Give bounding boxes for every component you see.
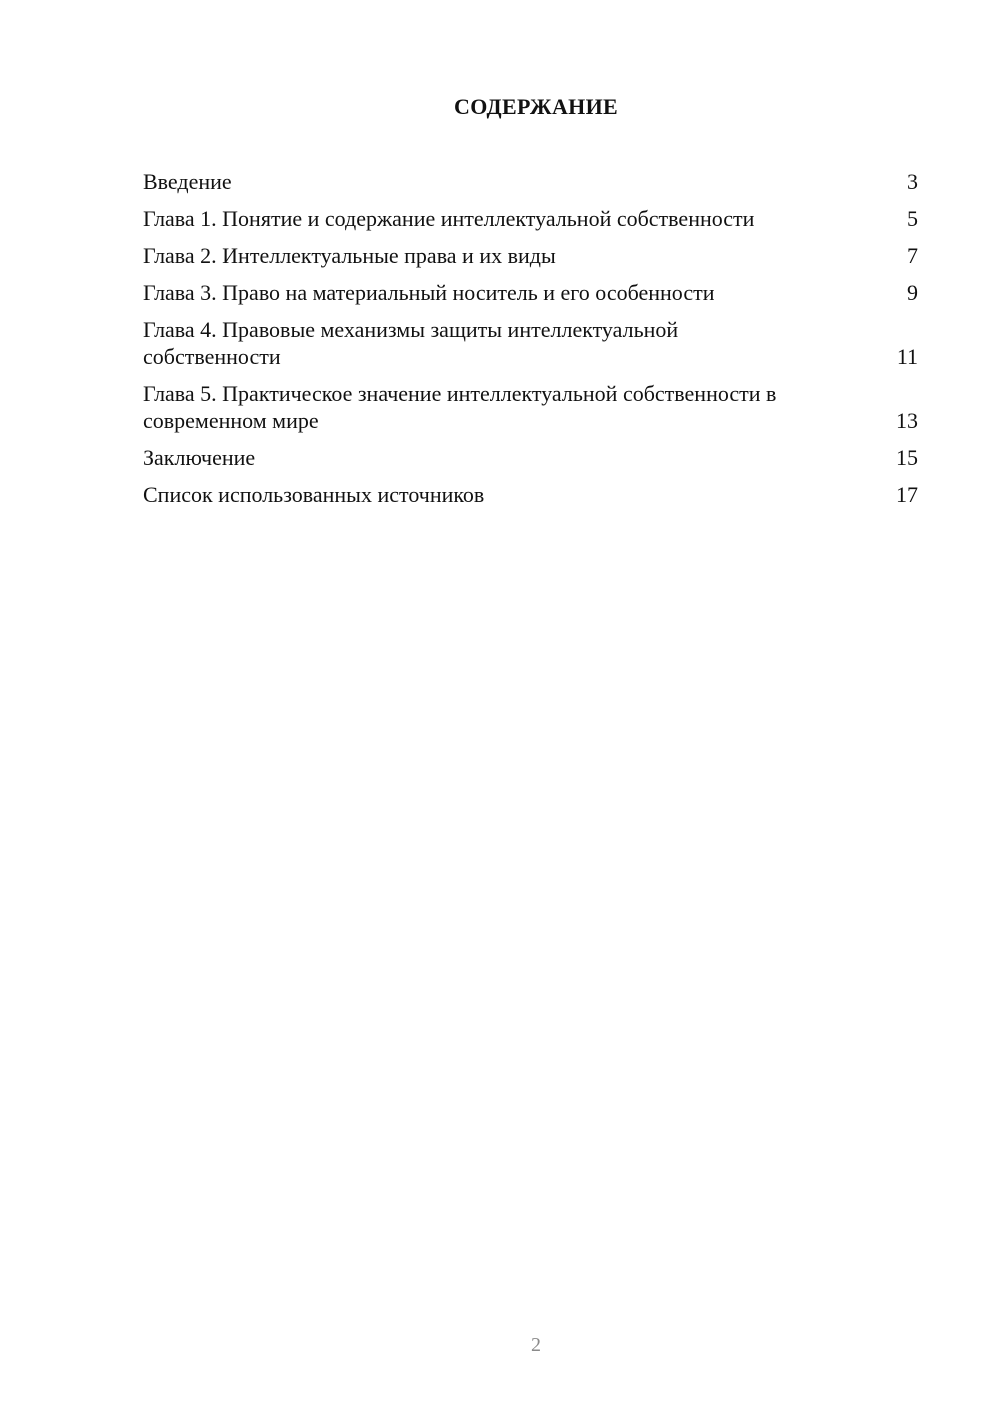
toc-entry-label: Глава 1. Понятие и содержание интеллектуальной собственности — [143, 206, 755, 231]
toc-entry-references[interactable] — [143, 481, 918, 508]
toc-entry-page: 15 — [896, 445, 918, 470]
toc-entry-label: Глава 4. Правовые механизмы защиты интеллектуальной собственности — [143, 317, 679, 369]
toc-entry-page: 9 — [907, 280, 918, 305]
toc-entry-page: 17 — [896, 482, 918, 507]
toc-entry-chapter-4[interactable] — [143, 316, 918, 370]
toc-entry-page: 3 — [907, 169, 918, 194]
toc-entry-conclusion[interactable] — [143, 444, 918, 471]
toc-entry-label: Глава 5. Практическое значение интеллектуальной собственности в современном мире — [143, 381, 777, 433]
toc-entry-label: Заключение — [143, 445, 256, 470]
toc-entry-label: Введение — [143, 169, 232, 194]
table-of-contents — [143, 168, 918, 518]
page-number: 2 — [531, 1334, 541, 1356]
toc-entry-page: 7 — [907, 243, 918, 268]
toc-entry-page: 11 — [896, 344, 918, 369]
toc-entry-label: Глава 3. Право на материальный носитель и его особенности — [143, 280, 715, 305]
toc-entry-page: 13 — [896, 408, 918, 433]
toc-title: СОДЕРЖАНИЕ — [454, 94, 618, 119]
toc-entry-label: Список использованных источников — [143, 482, 485, 507]
toc-entry-chapter-5[interactable] — [143, 380, 918, 434]
toc-entry-introduction[interactable] — [143, 168, 918, 195]
toc-entry-chapter-2[interactable] — [143, 242, 918, 269]
toc-entry-label: Глава 2. Интеллектуальные права и их виды — [143, 243, 556, 268]
toc-entry-chapter-1[interactable] — [143, 205, 918, 232]
toc-entry-chapter-3[interactable] — [143, 279, 918, 306]
toc-entry-page: 5 — [907, 206, 918, 231]
